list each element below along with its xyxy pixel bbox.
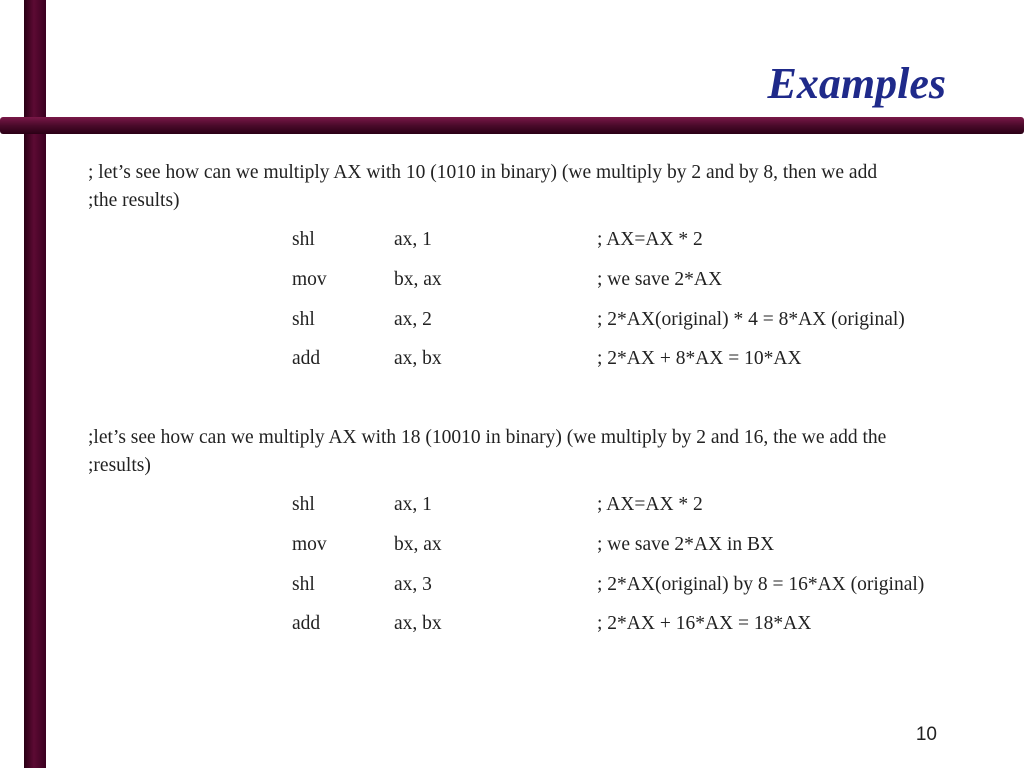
operands: ax, 1 <box>394 229 432 250</box>
instruction: shl <box>292 229 315 250</box>
example1-code-line <box>0 346 1024 372</box>
code-comment: ; we save 2*AX <box>597 269 723 290</box>
example2-code-line <box>0 611 1024 637</box>
example1-comment <box>88 159 988 215</box>
operands: ax, bx <box>394 613 442 634</box>
code-comment: ; we save 2*AX in BX <box>597 534 775 555</box>
operands: bx, ax <box>394 269 442 290</box>
example2-comment-line1: ;let’s see how can we multiply AX with 18 (10010 in binary) (we multiply by 2 and 16, the we add the <box>88 427 887 448</box>
operands: ax, 3 <box>394 574 432 595</box>
operands: ax, 2 <box>394 309 432 330</box>
operands: ax, bx <box>394 348 442 369</box>
code-comment: ; 2*AX + 8*AX = 10*AX <box>597 348 802 369</box>
code-comment: ; AX=AX * 2 <box>597 494 703 515</box>
instruction: mov <box>292 534 327 555</box>
operands: bx, ax <box>394 534 442 555</box>
example2-comment-line2: ;results) <box>88 455 151 476</box>
title-divider-bar <box>0 117 1024 134</box>
example2-code-line <box>0 492 1024 518</box>
code-comment: ; 2*AX + 16*AX = 18*AX <box>597 613 812 634</box>
instruction: add <box>292 613 321 634</box>
slide-title: Examples <box>767 59 946 108</box>
code-comment: ; AX=AX * 2 <box>597 229 703 250</box>
example2-code-line <box>0 532 1024 558</box>
operands: ax, 1 <box>394 494 432 515</box>
example1-comment-line1: ; let’s see how can we multiply AX with 10 (1010 in binary) (we multiply by 2 and by 8, then we add <box>88 162 878 183</box>
example1-code-line <box>0 267 1024 293</box>
instruction: shl <box>292 574 315 595</box>
example1-comment-line2: ;the results) <box>88 190 180 211</box>
instruction: shl <box>292 309 315 330</box>
left-decorative-bar <box>24 0 46 768</box>
page-number: 10 <box>915 724 937 745</box>
instruction: mov <box>292 269 327 290</box>
instruction: shl <box>292 494 315 515</box>
instruction: add <box>292 348 321 369</box>
example1-code-line <box>0 307 1024 333</box>
code-comment: ; 2*AX(original) by 8 = 16*AX (original) <box>597 574 925 595</box>
code-comment: ; 2*AX(original) * 4 = 8*AX (original) <box>597 309 905 330</box>
example2-comment <box>88 424 988 480</box>
example2-code-line <box>0 572 1024 598</box>
example1-code-line <box>0 227 1024 253</box>
